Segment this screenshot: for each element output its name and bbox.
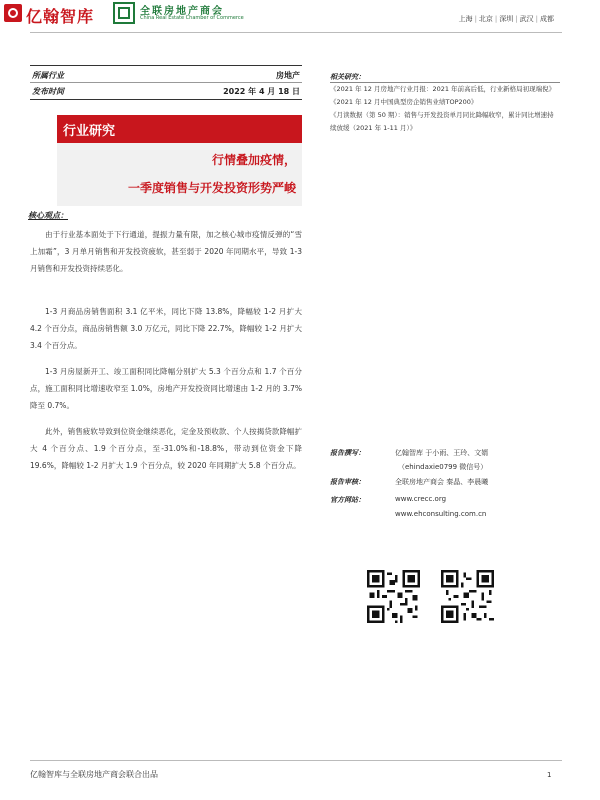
- website-label: 官方网站：: [330, 496, 365, 504]
- writer-wechat: （ehindaxie0799 微信号）: [398, 463, 488, 471]
- core-paragraph-3: 1-3 月房屋新开工、竣工面积同比降幅分别扩大 5.3 个百分点和 1.7 个百分点，施工面积同比增速收窄至 1.0%，房地产开发投资同比增速由 1-2 月的 3.7%降至 0.7%。: [30, 367, 302, 410]
- writer-label: 报告撰写：: [330, 449, 365, 457]
- meta-top-rule: [30, 65, 302, 66]
- report-title-line2: 一季度销售与开发投资形势严峻: [127, 181, 296, 195]
- footer-text: 亿翰智库与全联房地产商会联合出品: [30, 770, 158, 779]
- city-shenzhen: 深圳: [499, 15, 514, 23]
- header-divider: [30, 32, 562, 33]
- related-item[interactable]: 《2021 年 12 月房地产行业月报：2021 年前高后低，行业新格局初现端倪》: [330, 85, 556, 93]
- ehconsulting-logo-text: 亿翰智库: [26, 7, 95, 26]
- reviewer-value: 全联房地产商会 秦晶、李晨曦: [395, 478, 489, 486]
- related-list: [330, 83, 560, 135]
- ehconsulting-logo: [4, 2, 104, 24]
- ehconsulting-logo-mark: [4, 4, 22, 22]
- website-link-ehconsulting[interactable]: www.ehconsulting.com.cn: [395, 510, 487, 518]
- website-link-crecc[interactable]: www.crecc.org: [395, 495, 447, 503]
- date-value: 2022 年 4 月 18 日: [223, 87, 300, 96]
- crecc-logo: [113, 1, 253, 25]
- section-banner: [57, 115, 302, 143]
- footer-divider: [30, 760, 562, 761]
- related-item[interactable]: 《月读数据（第 50 期）：销售与开发投资单月同比降幅收窄，累计同比增速持续放缓（2021 年 1-11 月）》: [330, 111, 554, 132]
- qr-code-icon: [441, 570, 494, 623]
- date-label: 发布时间: [32, 87, 64, 96]
- meta-mid-rule: [30, 82, 302, 83]
- industry-value: 房地产: [276, 71, 300, 80]
- city-list: 上海 | 北京 | 深圳 | 武汉 | 成都: [458, 15, 554, 23]
- core-heading: 核心观点：: [28, 211, 68, 220]
- reviewer-label: 报告审核：: [330, 478, 365, 486]
- related-heading: 相关研究：: [330, 73, 365, 81]
- crecc-logo-en: China Real Estate Chamber of Commerce: [140, 15, 244, 21]
- meta-date-row: [30, 86, 302, 98]
- core-paragraph-1: 由于行业基本面处于下行通道，提振力量有限，加之核心城市疫情反弹的“雪上加霜”，3 月单月销售和开发投资疲软，甚至弱于 2020 年同期水平，导致 1-3 月销售和开发投资持续恶化。: [30, 230, 302, 273]
- city-wuhan: 武汉: [519, 15, 534, 23]
- meta-industry-row: [30, 70, 302, 82]
- related-item[interactable]: 《2021 年 12 月中国典型房企销售业绩TOP200》: [330, 98, 478, 106]
- crecc-seal-icon: [113, 2, 135, 24]
- core-paragraph-4: 此外，销售疲软导致到位资金继续恶化，定金及预收款、个人按揭贷款降幅扩大 4 个百分点、1.9 个百分点，至-31.0%和-18.8%，带动到位资金下降 19.6%，降幅较 1-2 月扩大 1.9 个百分点，较 2020 年同期扩大 5.8 个百分点。: [30, 427, 302, 470]
- writer-value: 亿翰智库 于小雨、王玲、文婿: [395, 449, 489, 457]
- city-chengdu: 成都: [540, 15, 554, 23]
- meta-bottom-rule: [30, 99, 302, 100]
- crecc-logo-cn: 全联房地产商会: [140, 6, 224, 17]
- report-title-line1: 行情叠加疫情，: [211, 153, 296, 167]
- section-label: 行业研究: [63, 124, 116, 139]
- industry-label: 所属行业: [32, 71, 64, 80]
- city-beijing: 北京: [478, 15, 493, 23]
- page-number: 1: [547, 771, 552, 779]
- title-block: [57, 143, 302, 206]
- qr-code-icon: [367, 570, 420, 623]
- city-shanghai: 上海: [458, 15, 473, 23]
- core-paragraph-2: 1-3 月商品房销售面积 3.1 亿平米，同比下降 13.8%，降幅较 1-2 月扩大 4.2 个百分点，商品房销售额 3.0 万亿元，同比下降 22.7%，降幅较 1-2 月扩大 3.4 个百分点。: [30, 307, 302, 350]
